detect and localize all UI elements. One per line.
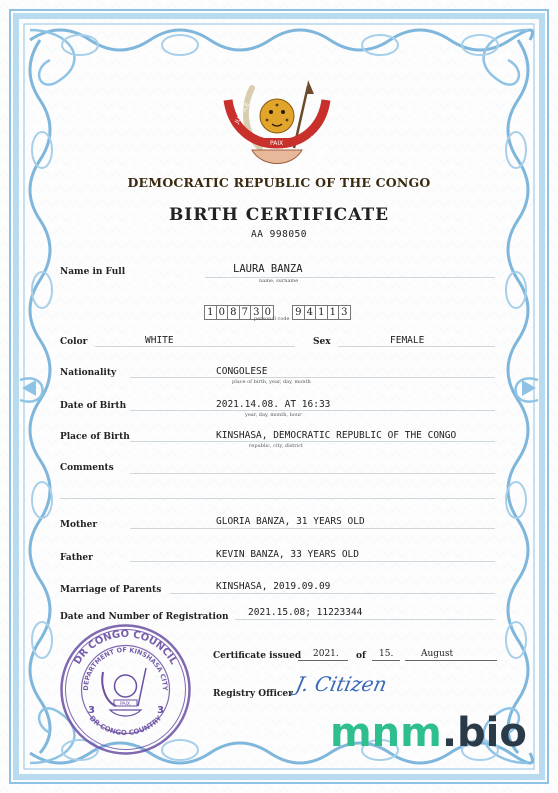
nationality-sublabel: place of birth, year, day, month (232, 379, 311, 385)
personal-code-digit: 0 (216, 305, 229, 320)
mother-label: Mother (60, 520, 98, 530)
personal-code-digit: 3 (250, 305, 263, 320)
name-label: Name in Full (60, 267, 126, 277)
marriage-label: Marriage of Parents (60, 585, 162, 595)
dob-label: Date of Birth (60, 401, 127, 411)
nationality-label: Nationality (60, 368, 117, 378)
name-sublabel: name, surname (259, 278, 299, 284)
svg-text:DR CONGO COUNTRY (88, 714, 164, 737)
watermark-part1: mnm (330, 710, 442, 756)
father-value: KEVIN BANZA, 33 YEARS OLD (216, 549, 359, 560)
personal-code-digit: 8 (227, 305, 240, 320)
seal-right-number: 3 (157, 705, 164, 716)
personal-code-digit: 9 (292, 305, 305, 320)
dob-value: 2021.14.08. AT 16:33 (216, 399, 331, 410)
seal-inner-text: DEPARTMENT OF KINSHASA CITY (81, 645, 170, 691)
pob-sublabel: republic, city, district (249, 443, 304, 449)
seal-left-number: 3 (88, 705, 95, 716)
personal-code-sublabel: personal code (254, 316, 290, 322)
registration-label: Date and Number of Registration (60, 612, 229, 622)
personal-code-digit: 7 (239, 305, 252, 320)
issued-of: of (356, 651, 366, 661)
serial-number: AA 998050 (251, 229, 307, 240)
seal-top-text: DR CONGO COUNCIL (72, 628, 179, 667)
registration-value: 2021.15.08; 11223344 (248, 607, 363, 618)
official-seal (58, 622, 193, 757)
comments-label: Comments (60, 463, 114, 473)
father-label: Father (60, 553, 93, 563)
certificate-title: BIRTH CERTIFICATE (168, 205, 390, 225)
nationality-value: CONGOLESE (216, 366, 268, 377)
color-label: Color (60, 337, 88, 347)
name-value: LAURA BANZA (233, 263, 303, 275)
personal-code-digit: 3 (338, 305, 351, 320)
country-name: DEMOCRATIC REPUBLIC OF THE CONGO (127, 175, 431, 190)
sex-value: FEMALE (390, 335, 425, 346)
marriage-value: KINSHASA, 2019.09.09 (216, 581, 331, 592)
personal-code-digit: 1 (315, 305, 328, 320)
issued-year: 2021. (313, 649, 339, 659)
issued-label: Certificate issued (213, 651, 302, 661)
personal-code-digit: 0 (262, 305, 275, 320)
personal-code-digit: 4 (304, 305, 317, 320)
officer-signature: J. Citizen (293, 672, 390, 696)
color-value: WHITE (145, 335, 174, 346)
personal-code-right (292, 300, 350, 320)
sex-label: Sex (313, 337, 331, 347)
personal-code-digit: 1 (327, 305, 340, 320)
emblem-ribbon-center: PAIX (270, 140, 284, 147)
seal-ribbon: PAIX (120, 702, 130, 707)
watermark-part2: .bio (441, 710, 527, 756)
svg-text:DEPARTMENT OF KINSHASA CITY (82, 646, 169, 691)
personal-code-digit: 1 (204, 305, 217, 320)
emblem-ribbon-left: JUSTICE (233, 101, 252, 125)
mother-value: GLORIA BANZA, 31 YEARS OLD (216, 516, 365, 527)
registry-officer-label: Registry Officer (213, 689, 293, 699)
dob-sublabel: year, day, month, hour (245, 412, 302, 418)
coat-of-arms-emblem (222, 78, 332, 170)
watermark-logo (330, 710, 527, 760)
emblem-ribbon-right: TRAVAIL (306, 135, 325, 161)
pob-label: Place of Birth (60, 432, 130, 442)
seal-bottom-text: DR CONGO COUNTRY (87, 714, 164, 738)
pob-value: KINSHASA, DEMOCRATIC REPUBLIC OF THE CONGO (216, 430, 457, 441)
issued-day: 15. (379, 649, 394, 659)
issued-month: August (421, 649, 454, 659)
